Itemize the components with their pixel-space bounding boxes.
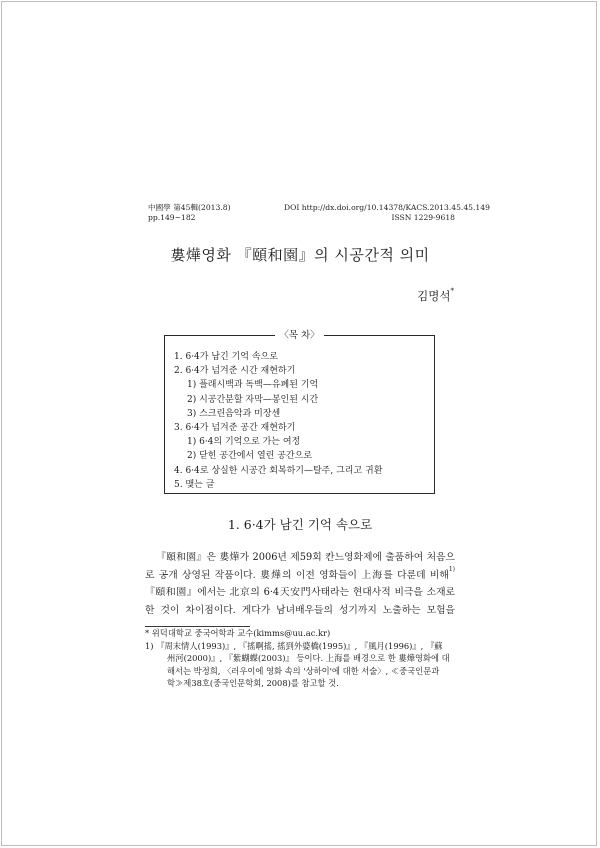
footnote-line: 해서는 박정희, 〈러우이에 영화 속의 '상하이'에 대한 서술〉, ≪중국인문과 xyxy=(167,665,440,676)
doi-link[interactable]: DOI http://dx.doi.org/10.14378/KACS.2013.45.45.149 xyxy=(284,203,490,212)
toc-item[interactable]: 2) 시공간분할 자막—봉인된 시간 xyxy=(187,394,319,405)
author-name: 김명석 xyxy=(417,289,451,303)
toc-item[interactable]: 1) 6·4의 기억으로 가는 여정 xyxy=(187,437,301,448)
toc-item[interactable]: 4. 6·4로 상실한 시공간 회복하기—탈주, 그리고 귀환 xyxy=(174,465,383,476)
toc-list xyxy=(174,350,434,492)
toc-item[interactable]: 2. 6·4가 넘겨준 시간 재현하기 xyxy=(174,366,296,377)
body-line-text: 『頤和園』에서는 北京의 6·4天安門사태라는 현대사적 비극을 소재로 xyxy=(145,587,455,599)
author xyxy=(417,288,454,304)
toc-item[interactable]: 5. 맺는 글 xyxy=(174,479,215,490)
body-line xyxy=(145,584,455,602)
toc-title-wrap xyxy=(165,329,434,342)
author-footnote-mark: * xyxy=(450,287,454,296)
footnote-line: 학≫제38호(중국인문학회, 2008)를 참고할 것. xyxy=(167,678,339,689)
issn: ISSN 1229-9618 xyxy=(391,213,455,222)
journal-name: 中國學 第45輯(2013.8) xyxy=(148,203,231,212)
body-line-text: 한 것이 차이점이다. 게다가 남녀배우들의 성기까지 노출하는 모험을 xyxy=(145,605,455,617)
toc-item[interactable]: 3. 6·4가 넘겨준 공간 재현하기 xyxy=(174,423,296,434)
footnote-line: 1) 『周末情人(1993)』, 『搖啊搖, 搖到外婆橋(1995)』, 『風月(1996)』, 『蘇 xyxy=(145,640,443,651)
page-range: pp.149~182 xyxy=(148,213,196,222)
body-line-text: 로 공개 상영된 작품이다. 婁燁의 이전 영화들이 上海를 다룬데 비해 xyxy=(145,569,449,581)
body-paragraph xyxy=(145,549,455,620)
toc-item[interactable]: 1. 6·4가 남긴 기억 속으로 xyxy=(174,352,278,362)
toc-title: 〈목 차〉 xyxy=(275,330,323,341)
doi-info xyxy=(284,203,490,223)
body-line-text: 『頤和園』은 婁燁가 2006년 제59회 칸느영화제에 출품하여 처음으 xyxy=(156,552,455,563)
footnote-ref[interactable]: 1) xyxy=(448,566,455,574)
toc-item[interactable]: 1) 플래시백과 독백—유폐된 기억 xyxy=(187,380,319,391)
body-line xyxy=(145,567,455,585)
footnote-line: 州河(2000)』, 『紫蝴蝶(2003)』 등이다. 上海를 배경으로 한 婁燁영화에 대 xyxy=(167,653,450,664)
body-line xyxy=(145,549,455,567)
journal-info xyxy=(148,203,231,223)
footnotes xyxy=(145,627,455,690)
body-line xyxy=(145,602,455,620)
toc-item[interactable]: 2) 닫힌 공간에서 열린 공간으로 xyxy=(187,451,313,462)
section-heading: 1. 6·4가 남긴 기억 속으로 xyxy=(227,517,373,532)
footnote-line: * 위덕대학교 중국어학과 교수(kimms@uu.ac.kr) xyxy=(145,628,331,638)
toc-item[interactable]: 3) 스크린음악과 미장센 xyxy=(187,408,281,419)
article-title: 婁燁영화 『頤和園』의 시공간적 의미 xyxy=(170,246,430,264)
table-of-contents xyxy=(164,330,435,494)
